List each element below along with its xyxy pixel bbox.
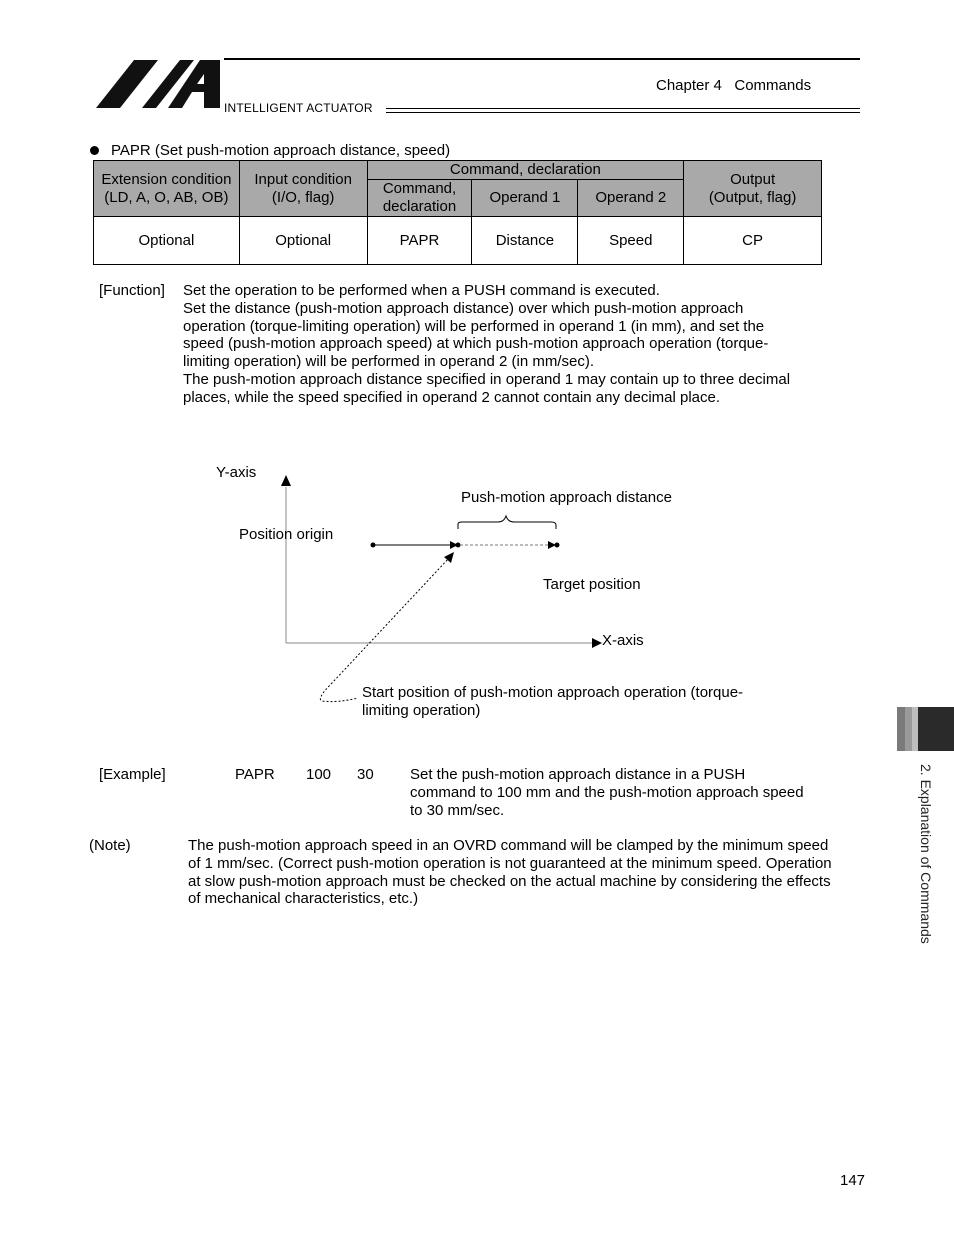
distance-brace [458, 516, 556, 529]
function-text: Set the operation to be performed when a PUSH command is executed. Set the distance (push-motion approach distance) over which push-motion approach operation (torque-limiting operation) will be performed in operand 1 (in mm), and set the speed (push-motion approach speed) at which push-motion approach operation (torque- limiting operation) will be performed in operand 2 (in mm/sec). The push-motion approach distance specified in operand 1 may contain up to three decimal places, while the speed specified in operand 2 cannot contain any decimal place. [183, 282, 791, 406]
header-rule-bottom [386, 108, 860, 113]
command-table [93, 160, 822, 265]
start-position-label: Start position of push-motion approach operation (torque- limiting operation) [362, 684, 744, 719]
function-label: [Function] [99, 282, 165, 299]
header-output: Output (Output, flag) [684, 161, 822, 217]
bullet-icon [90, 146, 99, 155]
note-text: The push-motion approach speed in an OVRD command will be clamped by the minimum speed of 1 mm/sec. (Correct push-motion operation is not guaranteed at the minimum speed. Operation at slow push-motion approach must be checked on the actual machine by considering the effects of mechanical characteristics, etc.) [188, 837, 832, 908]
cell-operand2: Speed [578, 217, 684, 265]
chapter-title: Chapter 4 Commands [656, 77, 812, 94]
header-operand2: Operand 2 [578, 180, 684, 217]
header-input: Input condition (I/O, flag) [239, 161, 367, 217]
example-description: Set the push-motion approach distance in a PUSH command to 100 mm and the push-motion approach speed to 30 mm/sec. [410, 766, 804, 819]
target-position-label: Target position [543, 576, 641, 593]
position-origin-dot [371, 543, 376, 548]
side-tab-block [918, 707, 954, 751]
cell-extension: Optional [94, 217, 240, 265]
side-tab-text: 2. Explanation of Commands [918, 764, 934, 944]
company-logo [96, 58, 220, 112]
target-position-dot [555, 543, 560, 548]
page-number: 147 [840, 1172, 866, 1189]
pointer-arrow-icon [444, 552, 454, 563]
x-axis-label: X-axis [602, 632, 644, 649]
cell-operand1: Distance [472, 217, 578, 265]
header-command: Command, declaration [367, 180, 472, 217]
header-extension: Extension condition (LD, A, O, AB, OB) [94, 161, 240, 217]
note-label: (Note) [89, 837, 131, 854]
side-tab-stripe [897, 707, 905, 751]
start-pointer-line [320, 557, 450, 702]
header-rule-top [224, 58, 860, 60]
position-origin-label: Position origin [239, 526, 334, 543]
example-label: [Example] [99, 766, 166, 783]
example-operand1: 100 [306, 766, 332, 783]
section-title: PAPR (Set push-motion approach distance, speed) [111, 142, 451, 159]
header-command-group: Command, declaration [367, 161, 684, 180]
example-operand2: 30 [357, 766, 374, 783]
y-axis-arrow-icon [281, 475, 291, 486]
cell-command: PAPR [367, 217, 472, 265]
example-command: PAPR [235, 766, 275, 783]
y-axis-label: Y-axis [216, 464, 257, 481]
side-tab-stripe [905, 707, 912, 751]
cell-input: Optional [239, 217, 367, 265]
x-axis-arrow-icon [592, 638, 602, 648]
logo-wordmark: INTELLIGENT ACTUATOR [224, 101, 373, 115]
approach-distance-label: Push-motion approach distance [461, 489, 672, 506]
header-operand1: Operand 1 [472, 180, 578, 217]
cell-output: CP [684, 217, 822, 265]
approach-start-dot [456, 543, 461, 548]
